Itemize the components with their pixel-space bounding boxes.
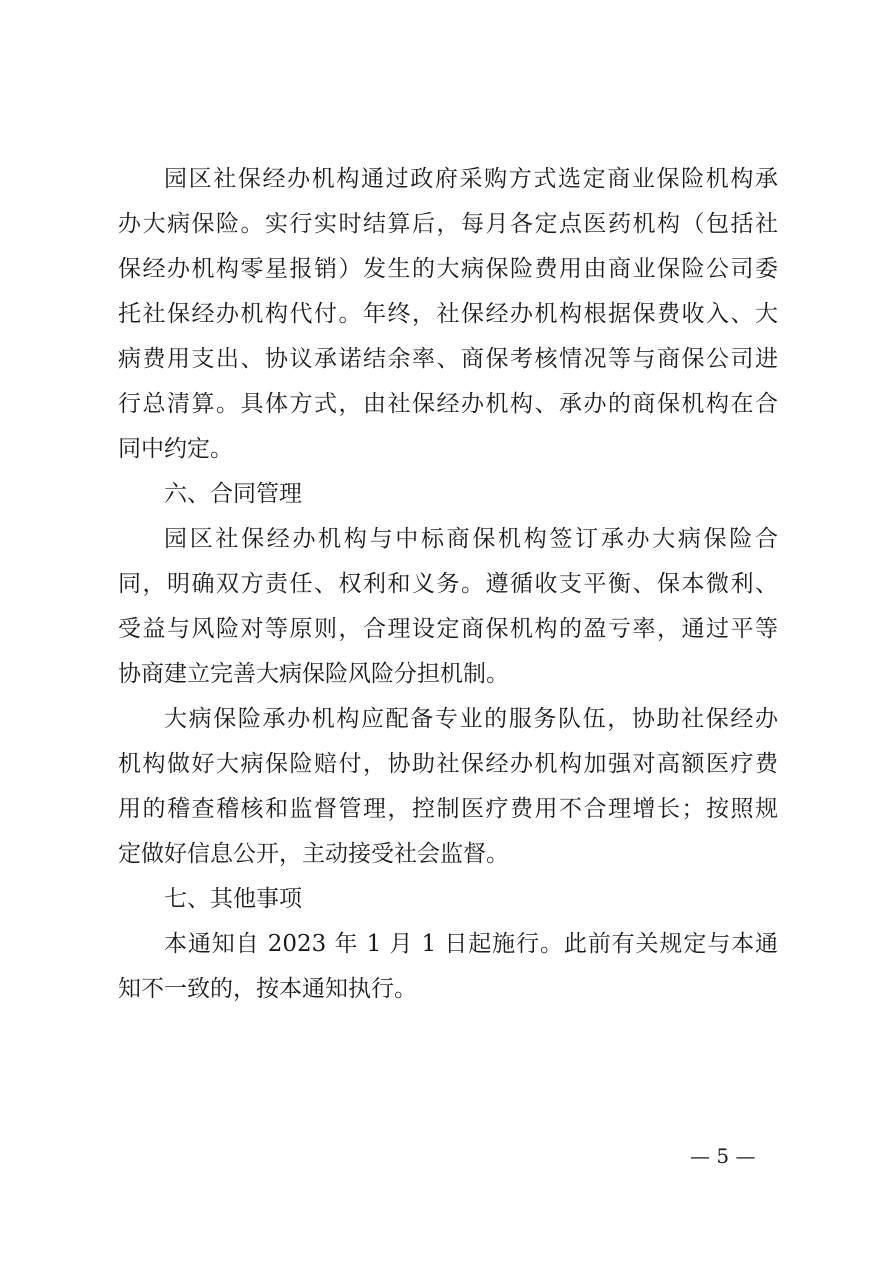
paragraph-line: 机构做好大病保险赔付，协助社保经办机构加强对高额医疗费	[118, 751, 778, 777]
section-heading: 六、合同管理	[164, 481, 302, 507]
page-number: — 5 —	[690, 1144, 756, 1168]
paragraph-line: 受益与风险对等原则，合理设定商保机构的盈亏率，通过平等	[118, 616, 778, 642]
paragraph-line: 行总清算。具体方式，由社保经办机构、承办的商保机构在合	[118, 391, 778, 417]
paragraph-line: 知不一致的，按本通知执行。	[118, 976, 417, 1002]
paragraph-line: 园区社保经办机构与中标商保机构签订承办大病保险合	[164, 526, 778, 552]
paragraph-line: 园区社保经办机构通过政府采购方式选定商业保险机构承	[164, 166, 778, 192]
paragraph-line: 保经办机构零星报销）发生的大病保险费用由商业保险公司委	[118, 256, 778, 282]
paragraph-line: 办大病保险。实行实时结算后，每月各定点医药机构（包括社	[118, 211, 778, 237]
paragraph-line: 用的稽查稽核和监督管理，控制医疗费用不合理增长；按照规	[118, 796, 778, 822]
paragraph-line: 病费用支出、协议承诺结余率、商保考核情况等与商保公司进	[118, 346, 778, 372]
paragraph-line: 大病保险承办机构应配备专业的服务队伍，协助社保经办	[164, 706, 778, 732]
paragraph-line: 托社保经办机构代付。年终，社保经办机构根据保费收入、大	[118, 301, 778, 327]
document-body	[118, 157, 778, 1012]
paragraph-line: 同中约定。	[118, 436, 233, 462]
paragraph-line: 协商建立完善大病保险风险分担机制。	[118, 661, 509, 687]
paragraph-line: 本通知自 2023 年 1 月 1 日起施行。此前有关规定与本通	[164, 931, 778, 957]
paragraph-line: 定做好信息公开，主动接受社会监督。	[118, 841, 509, 867]
section-heading: 七、其他事项	[164, 886, 302, 912]
paragraph-line: 同，明确双方责任、权利和义务。遵循收支平衡、保本微利、	[118, 571, 778, 597]
